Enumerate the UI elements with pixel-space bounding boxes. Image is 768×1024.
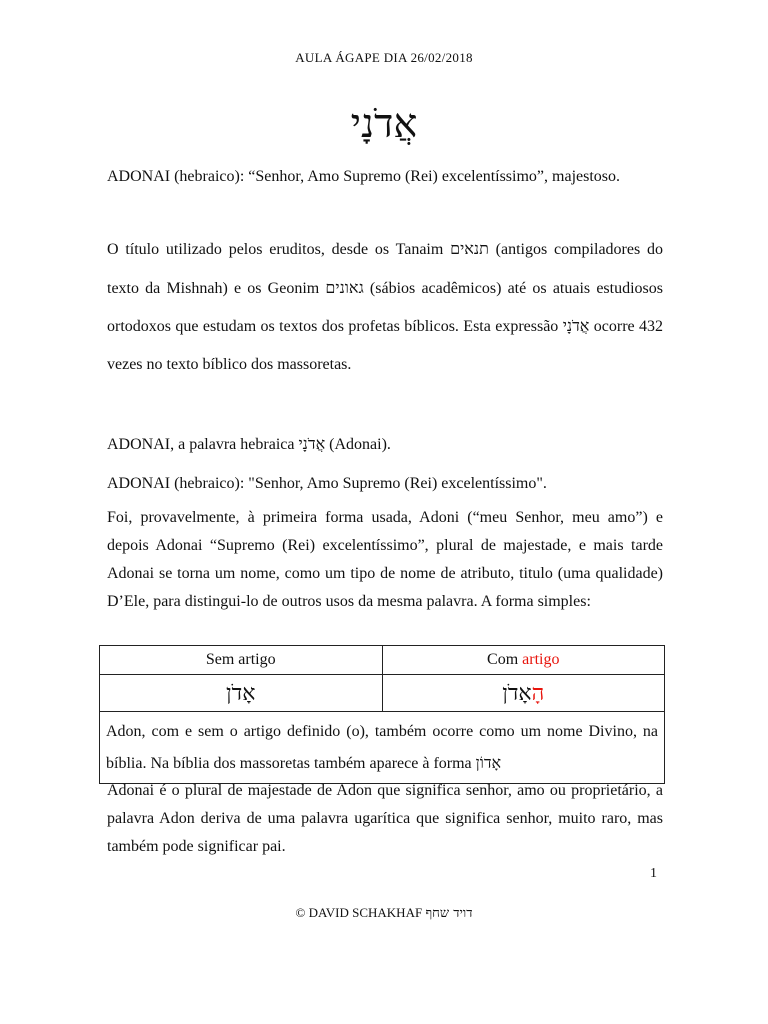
hebrew-adon-rest: אָדֹן <box>502 681 532 706</box>
page-title: אֲדֹנָי <box>350 101 418 147</box>
paragraph-6 <box>107 777 663 861</box>
hebrew-adon: אָדֹן <box>100 675 383 712</box>
table-row <box>100 675 665 712</box>
hebrew-article-ha: הָ <box>531 681 545 706</box>
hebrew-geonim: גאונים <box>325 277 364 297</box>
paragraph-5-text: Foi, provavelmente, à primeira forma usada, Adoni (“meu Senhor, meu amo”) e depois Adonai “Supremo (Rei) excelentíssimo”, plural de majestade, e mais tarde Adonai se torna um nome, como um tipo de nome de atributo, titulo (uma qualidade) D’Ele, para distingui-lo de outros usos da mesma palavra. A forma simples: <box>107 509 663 610</box>
page-footer <box>0 905 768 921</box>
paragraph-2-text-c: (sábios acadêmicos) até os atuais estudiosos ortodoxos que estudam os textos dos profetas bíblicos. Esta expressão <box>107 279 663 335</box>
paragraph-2-text-d: ocorre 432 vezes no texto bíblico dos massoretas. <box>107 318 664 373</box>
hebrew-adonai-inline-2: אֲדֹנָי <box>298 434 326 453</box>
paragraph-4-text: ADONAI (hebraico): "Senhor, Amo Supremo (Rei) excelentíssimo". <box>107 475 547 492</box>
table-note <box>100 712 665 784</box>
page-number: 1 <box>650 866 657 881</box>
table-header-com-artigo <box>382 646 665 675</box>
paragraph-5 <box>107 504 663 616</box>
paragraph-6-text: Adonai é o plural de majestade de Adon que significa senhor, amo ou proprietário, a palavra Adon deriva de uma palavra ugarítica que significa senhor, muito raro, mas também pode significar pai. <box>107 782 663 855</box>
paragraph-3-text-b: (Adonai). <box>325 436 391 453</box>
table-header-sem-artigo: Sem artigo <box>100 646 383 675</box>
table-row <box>100 646 665 675</box>
paragraph-1 <box>107 163 663 190</box>
paragraph-3-text-a: ADONAI, a palavra hebraica <box>107 436 299 453</box>
paragraph-2 <box>107 230 663 383</box>
paragraph-2-text-a: O título utilizado pelos eruditos, desde os Tanaim <box>107 241 451 258</box>
table-header-com-prefix: Com <box>487 651 523 668</box>
table-note-text: Adon, com e sem o artigo definido (o), também ocorre como um nome Divino, na bíblia. Na bíblia dos massoretas também aparece à forma <box>106 723 658 772</box>
paragraph-2-text-b: (antigos compiladores do texto da Mishnah) e os Geonim <box>107 241 663 297</box>
hebrew-adon-full: אָדוֹן <box>475 753 502 772</box>
page-header: AULA ÁGAPE DIA 26/02/2018 <box>295 50 473 65</box>
paragraph-3 <box>107 430 663 458</box>
forms-table <box>99 645 665 784</box>
hebrew-adonai-inline: אֲדֹנָי <box>562 316 590 335</box>
paragraph-4 <box>107 470 663 497</box>
table-row <box>100 712 665 784</box>
paragraph-1-text: ADONAI (hebraico): “Senhor, Amo Supremo (Rei) excelentíssimo”, majestoso. <box>107 168 621 185</box>
hebrew-tanaim: תנאים <box>450 239 489 258</box>
footer-copyright: © DAVID SCHAKHAF <box>295 905 426 920</box>
table-header-artigo-highlight: artigo <box>522 651 560 668</box>
hebrew-haadon <box>382 675 665 712</box>
footer-hebrew-name: דויד שחף <box>425 906 473 921</box>
